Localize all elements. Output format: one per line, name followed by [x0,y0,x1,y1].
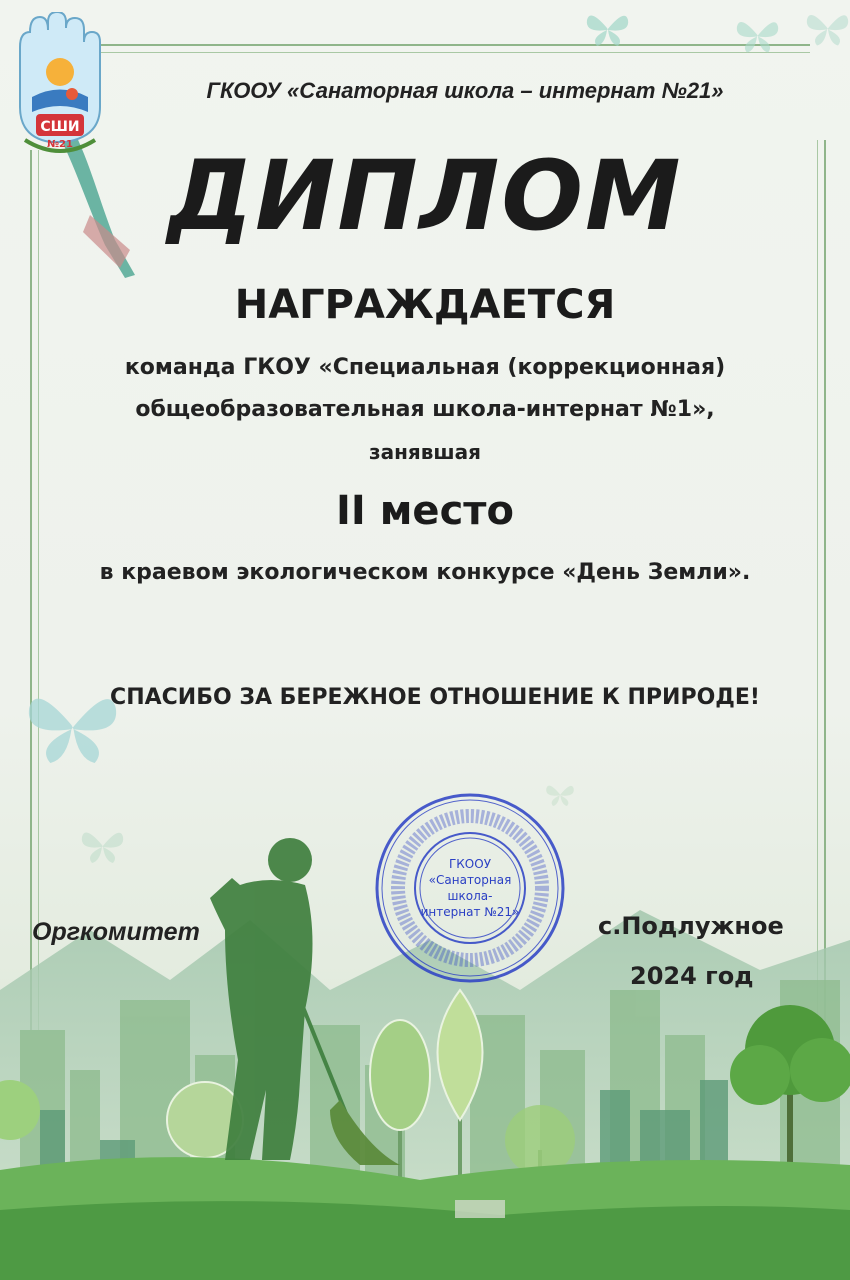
recipient-line-2: общеобразовательная школа-интернат №1», [135,397,715,422]
butterfly-icon [735,12,780,57]
stamp-line-2: «Санаторная [428,873,512,887]
year-label: 2024 год [630,962,754,990]
organization-header: ГКООУ «Санаторная школа – интернат №21» [206,78,724,103]
contest-line: в краевом экологическом конкурсе «День Земли». [99,560,751,585]
stamp-line-4: интернат №21» [420,905,520,919]
logo-number: №21 [47,139,73,150]
stamp-line-1: ГКООУ [448,857,492,871]
logo-text: СШИ [40,119,80,135]
butterfly-icon [805,0,850,55]
recipient-line-3: занявшая [368,440,481,464]
place-heading: II место [336,488,514,534]
diploma-title: ДИПЛОМ [167,140,683,252]
official-stamp [372,790,568,986]
organizing-committee-label: Оргкомитет [32,918,200,946]
stamp-line-3: школа- [447,889,493,903]
frame-top-line [40,44,810,46]
village-label: с.Подлужное [598,912,784,940]
awarded-heading: НАГРАЖДАЕТСЯ [234,282,616,328]
butterfly-icon [585,8,630,48]
recipient-line-1: команда ГКОУ «Специальная (коррекционная) [124,355,726,380]
thanks-line: СПАСИБО ЗА БЕРЕЖНОЕ ОТНОШЕНИЕ К ПРИРОДЕ! [110,685,760,710]
frame-top-line-inner [40,52,810,53]
